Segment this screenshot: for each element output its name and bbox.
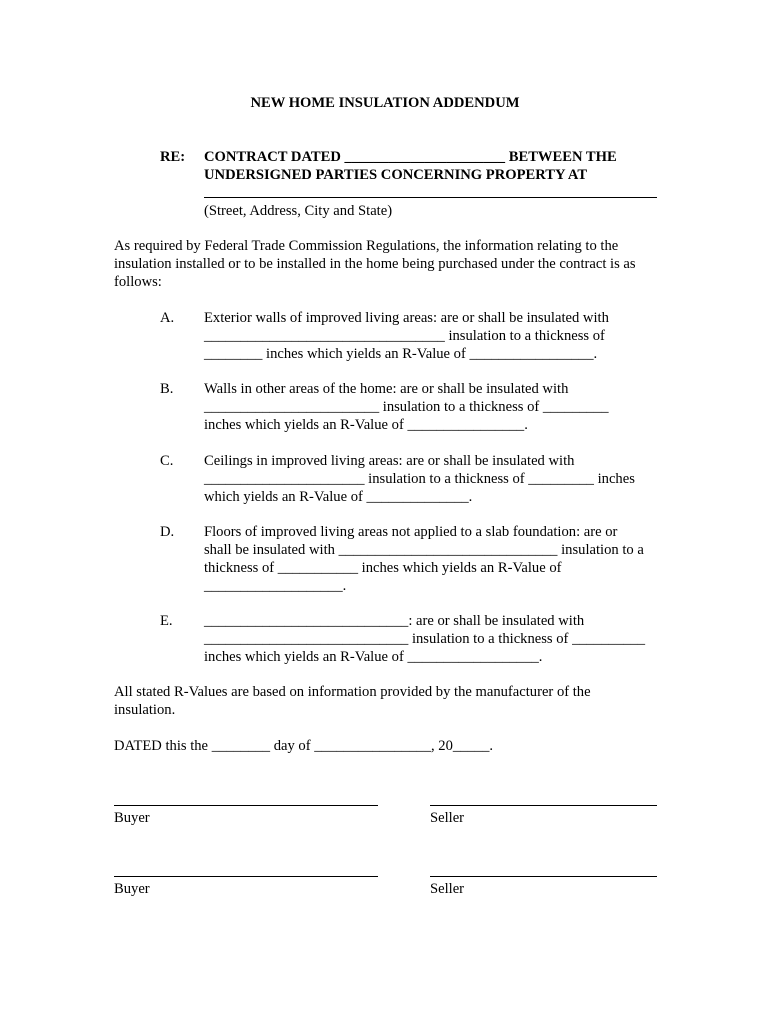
document-title: NEW HOME INSULATION ADDENDUM <box>250 95 520 111</box>
item-e-line: inches which yields an R-Value of __________________. <box>204 649 543 665</box>
item-d-text <box>204 523 674 595</box>
item-a-line: _________________________________ insulation to a thickness of <box>204 328 605 344</box>
item-d-letter: D. <box>160 524 175 540</box>
item-b-letter: B. <box>160 381 174 397</box>
item-a-letter: A. <box>160 310 175 326</box>
item-e-line: ____________________________: are or shall be insulated with <box>204 613 585 629</box>
re-line-1: CONTRACT DATED ______________________ BETWEEN THE <box>204 149 617 165</box>
item-a-text <box>204 309 674 363</box>
item-c-line: Ceilings in improved living areas: are or shall be insulated with <box>204 453 575 469</box>
buyer-label-2: Buyer <box>114 881 150 897</box>
item-e-letter: E. <box>160 613 173 629</box>
property-address-rule <box>204 197 657 198</box>
re-line-2: UNDERSIGNED PARTIES CONCERNING PROPERTY AT <box>204 167 588 183</box>
item-c-line: which yields an R-Value of ______________. <box>204 489 473 505</box>
item-e-text <box>204 612 674 666</box>
property-address-caption: (Street, Address, City and State) <box>204 203 393 219</box>
item-d-line: thickness of ___________ inches which yields an R-Value of <box>204 560 562 576</box>
item-c-line: ______________________ insulation to a thickness of _________ inches <box>204 471 635 487</box>
seller-signature-line-1 <box>430 805 657 806</box>
r-value-note: All stated R-Values are based on information provided by the manufacturer of the insulation. <box>114 684 591 718</box>
seller-label-2: Seller <box>430 881 465 897</box>
item-e-line: ____________________________ insulation to a thickness of __________ <box>204 631 646 647</box>
seller-label-1: Seller <box>430 810 465 826</box>
dated-line: DATED this the ________ day of ________________, 20_____. <box>114 738 494 754</box>
item-a-line: ________ inches which yields an R-Value of _________________. <box>204 346 598 362</box>
item-b-text <box>204 380 674 434</box>
buyer-label-1: Buyer <box>114 810 150 826</box>
item-a-line: Exterior walls of improved living areas: are or shall be insulated with <box>204 310 609 326</box>
seller-signature-line-2 <box>430 876 657 877</box>
buyer-signature-line-1 <box>114 805 378 806</box>
buyer-signature-line-2 <box>114 876 378 877</box>
item-d-line: shall be insulated with ______________________________ insulation to a <box>204 542 644 558</box>
item-d-line: ___________________. <box>204 578 347 594</box>
item-b-line: Walls in other areas of the home: are or shall be insulated with <box>204 381 569 397</box>
item-b-line: inches which yields an R-Value of ________________. <box>204 417 528 433</box>
intro-paragraph: As required by Federal Trade Commission Regulations, the information relating to the insulation installed or to be installed in the home being purchased under the contract is as follows: <box>114 238 636 290</box>
re-label: RE: <box>160 149 186 165</box>
item-c-letter: C. <box>160 453 174 469</box>
item-d-line: Floors of improved living areas not applied to a slab foundation: are or <box>204 524 618 540</box>
item-c-text <box>204 452 674 506</box>
item-b-line: ________________________ insulation to a thickness of _________ <box>204 399 609 415</box>
